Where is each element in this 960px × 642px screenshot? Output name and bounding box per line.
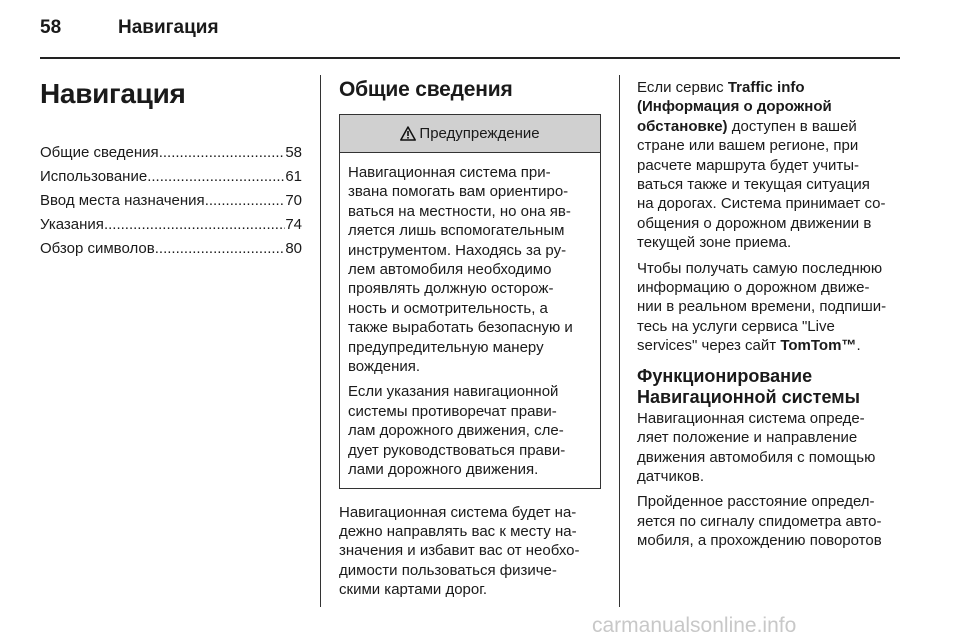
text-line: движения автомобиля с помощью bbox=[637, 448, 876, 466]
warning-header bbox=[340, 115, 600, 153]
traffic-info-column bbox=[637, 78, 909, 557]
text-line: Пройденное расстояние определ- bbox=[637, 493, 875, 511]
toc-entry-page: 61 bbox=[285, 168, 302, 185]
text-line: проявлять должную осторож- bbox=[348, 280, 554, 298]
toc-entry-label: Использование bbox=[40, 168, 148, 185]
warning-triangle-icon bbox=[400, 126, 416, 141]
chapter-title: Навигация bbox=[40, 78, 186, 109]
text-line: общения о дорожном движении в bbox=[637, 214, 872, 232]
text-line: вождения. bbox=[348, 358, 421, 376]
text-line: расчете маршрута будет учиты- bbox=[637, 156, 860, 174]
toc-entry[interactable] bbox=[40, 237, 302, 261]
distance-paragraph bbox=[637, 492, 909, 550]
text-line: датчиков. bbox=[637, 467, 705, 485]
warning-paragraph-1 bbox=[348, 163, 592, 376]
section-title: Общие сведения bbox=[339, 78, 513, 101]
live-last-suffix: . bbox=[856, 337, 861, 355]
text-line: Чтобы получать самую последнюю bbox=[637, 259, 883, 277]
toc-list bbox=[40, 141, 302, 261]
text-line: ность и осмотрительность, а bbox=[348, 299, 548, 317]
live-last-prefix: services" через сайт bbox=[637, 337, 781, 355]
text-line: димости пользоваться физиче- bbox=[339, 561, 557, 579]
toc-entry-page: 80 bbox=[285, 240, 302, 257]
text-line: Навигационная система будет на- bbox=[339, 503, 577, 521]
intro-paragraph bbox=[339, 503, 601, 600]
text-line: предупредительную манеру bbox=[348, 338, 544, 356]
general-info-column bbox=[339, 78, 601, 600]
toc-entry[interactable] bbox=[40, 165, 302, 189]
toc-entry-label: Обзор символов bbox=[40, 240, 155, 257]
text-line: Навигационная система при- bbox=[348, 164, 551, 181]
warning-body bbox=[340, 153, 600, 488]
traffic-bold-3: обстановке) bbox=[637, 117, 728, 135]
warning-paragraph-2 bbox=[348, 382, 592, 479]
traffic-lines bbox=[637, 137, 886, 251]
toc-entry-label: Ввод места назначения bbox=[40, 192, 205, 209]
toc-column bbox=[40, 78, 302, 261]
traffic-bold-2: (Информация о дорожной bbox=[637, 98, 832, 116]
traffic-suffix: доступен в вашей bbox=[727, 117, 857, 135]
text-line: скими картами дорог. bbox=[339, 581, 488, 599]
text-line: ляет положение и направление bbox=[637, 429, 858, 447]
operation-paragraph bbox=[637, 409, 909, 487]
live-services-paragraph bbox=[637, 259, 909, 356]
text-line: тесь на услуги сервиса "Live bbox=[637, 317, 835, 335]
toc-leader-dots bbox=[155, 237, 286, 261]
warning-box bbox=[339, 114, 601, 489]
toc-entry-label: Общие сведения bbox=[40, 144, 159, 161]
text-line: также выработать безопасную и bbox=[348, 319, 573, 337]
column-divider-2 bbox=[619, 75, 620, 607]
toc-leader-dots bbox=[205, 189, 286, 213]
text-line: на дорогах. Система принимает со- bbox=[637, 195, 886, 213]
live-lines bbox=[637, 260, 886, 335]
toc-entry-label: Указания bbox=[40, 216, 104, 233]
warning-heading: Предупреждение bbox=[419, 125, 540, 142]
subsection-title bbox=[637, 366, 909, 408]
text-line: яется по сигналу спидометра авто- bbox=[637, 512, 882, 530]
header-title: Навигация bbox=[118, 17, 219, 38]
tomtom-brand: TomTom™ bbox=[780, 337, 857, 355]
subsection-title-line-2: Навигационной системы bbox=[637, 386, 860, 407]
text-line: текущей зоне приема. bbox=[637, 234, 792, 252]
text-line: Навигационная система опреде- bbox=[637, 409, 865, 427]
text-line: дежно направлять вас к месту на- bbox=[339, 522, 577, 540]
column-divider-1 bbox=[320, 75, 321, 607]
header-rule bbox=[40, 57, 900, 59]
text-line: Если указания навигационной bbox=[348, 383, 559, 401]
traffic-bold-1: Traffic info bbox=[727, 79, 805, 96]
subsection-title-line-1: Функционирование bbox=[637, 365, 813, 386]
toc-entry[interactable] bbox=[40, 189, 302, 213]
text-line: стране или вашем регионе, при bbox=[637, 137, 859, 155]
page-number: 58 bbox=[40, 17, 62, 38]
text-line: дует руководствоваться прави- bbox=[348, 441, 566, 459]
toc-entry-page: 58 bbox=[285, 144, 302, 161]
text-line: инструментом. Находясь за ру- bbox=[348, 241, 567, 259]
toc-leader-dots bbox=[147, 165, 285, 189]
toc-entry[interactable] bbox=[40, 141, 302, 165]
toc-entry[interactable] bbox=[40, 213, 302, 237]
text-line: ваться также и текущая ситуация bbox=[637, 176, 870, 194]
toc-leader-dots bbox=[159, 141, 286, 165]
text-line: звана помогать вам ориентиро- bbox=[348, 183, 569, 201]
toc-leader-dots bbox=[104, 213, 285, 237]
traffic-prefix: Если сервис bbox=[637, 79, 728, 96]
text-line: ваться на местности, но она яв- bbox=[348, 202, 571, 220]
text-line: ляется лишь вспомогательным bbox=[348, 222, 565, 240]
text-line: лем автомобиля необходимо bbox=[348, 261, 552, 279]
toc-entry-page: 70 bbox=[285, 192, 302, 209]
text-line: лам дорожного движения, сле- bbox=[348, 422, 564, 440]
watermark: carmanualsonline.info bbox=[592, 614, 797, 637]
text-line: значения и избавит вас от необхо- bbox=[339, 542, 580, 560]
text-line: мобиля, а прохождению поворотов bbox=[637, 532, 882, 550]
text-line: информацию о дорожном движе- bbox=[637, 279, 870, 297]
text-line: системы противоречат прави- bbox=[348, 402, 557, 420]
traffic-paragraph bbox=[637, 78, 909, 253]
toc-entry-page: 74 bbox=[285, 216, 302, 233]
text-line: лами дорожного движения. bbox=[348, 461, 539, 479]
text-line: нии в реальном времени, подпиши- bbox=[637, 298, 887, 316]
